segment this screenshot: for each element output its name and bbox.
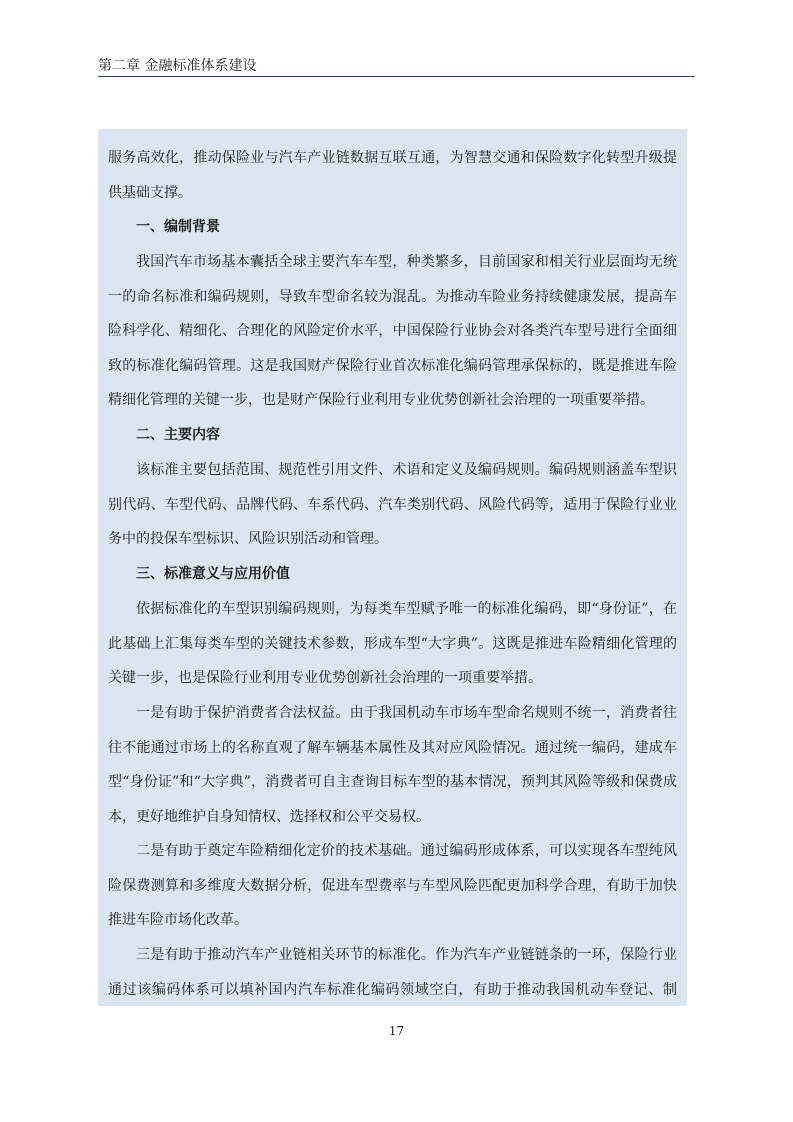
paragraph-industry-standardization: 三是有助于推动汽车产业链相关环节的标准化。作为汽车产业链链条的一环，保险行业通过该编码体系可以填补国内汽车标准化编码领域空白，有助于推动我国机动车登记、制	[108, 947, 677, 998]
header-divider	[98, 76, 695, 77]
paragraph-background: 我国汽车市场基本囊括全球主要汽车车型，种类繁多，目前国家和相关行业层面均无统一的命名标准和编码规则，导致车型命名较为混乱。为推动车险业务持续健康发展，提高车险科学化、精细化、合理化的风险定价水平，中国保险行业协会对各类汽车型号进行全面细致的标准化编码管理。这是我国财产保险行业首次标准化编码管理承保标的，既是推进车险精细化管理的关键一步，也是财产保险行业利用专业优势创新社会治理的一项重要举措。	[108, 254, 677, 409]
paragraph-consumer-rights: 一是有助于保护消费者合法权益。由于我国机动车市场车型命名规则不统一，消费者往往不能通过市场上的名称直观了解车辆基本属性及其对应风险情况。通过统一编码，建成车型“身份证”和“大字典”，消费者可自主查询目标车型的基本情况，预判其风险等级和保费成本，更好地维护自身知情权、选择权和公平交易权。	[108, 705, 677, 825]
section-heading-significance: 三、标准意义与应用价值	[136, 566, 290, 582]
paragraph-continuation: 服务高效化，推动保险业与汽车产业链数据互联互通，为智慧交通和保险数字化转型升级提供基础支撑。	[108, 150, 677, 201]
section-heading-main-content: 二、主要内容	[136, 427, 220, 443]
paragraph-main-content: 该标准主要包括范围、规范性引用文件、术语和定义及编码规则。编码规则涵盖车型识别代码、车型代码、品牌代码、车系代码、汽车类别代码、风险代码等，适用于保险行业业务中的投保车型标识、风险识别活动和管理。	[108, 462, 677, 548]
section-heading-background: 一、编制背景	[136, 219, 220, 235]
paragraph-pricing-foundation: 二是有助于奠定车险精细化定价的技术基础。通过编码形成体系，可以实现各车型纯风险保费测算和多维度大数据分析，促进车型费率与车型风险匹配更加科学合理，有助于加快推进车险市场化改革。	[108, 843, 677, 929]
highlighted-text-block	[98, 129, 687, 1006]
page-number: 17	[388, 1024, 405, 1038]
paragraph-significance: 依据标准化的车型识别编码规则，为每类车型赋予唯一的标准化编码，即“身份证”，在此基础上汇集每类车型的关键技术参数，形成车型“大字典”。这既是推进车险精细化管理的关键一步，也是保险行业利用专业优势创新社会治理的一项重要举措。	[108, 601, 677, 687]
chapter-header: 第二章 金融标准体系建设	[98, 58, 257, 74]
